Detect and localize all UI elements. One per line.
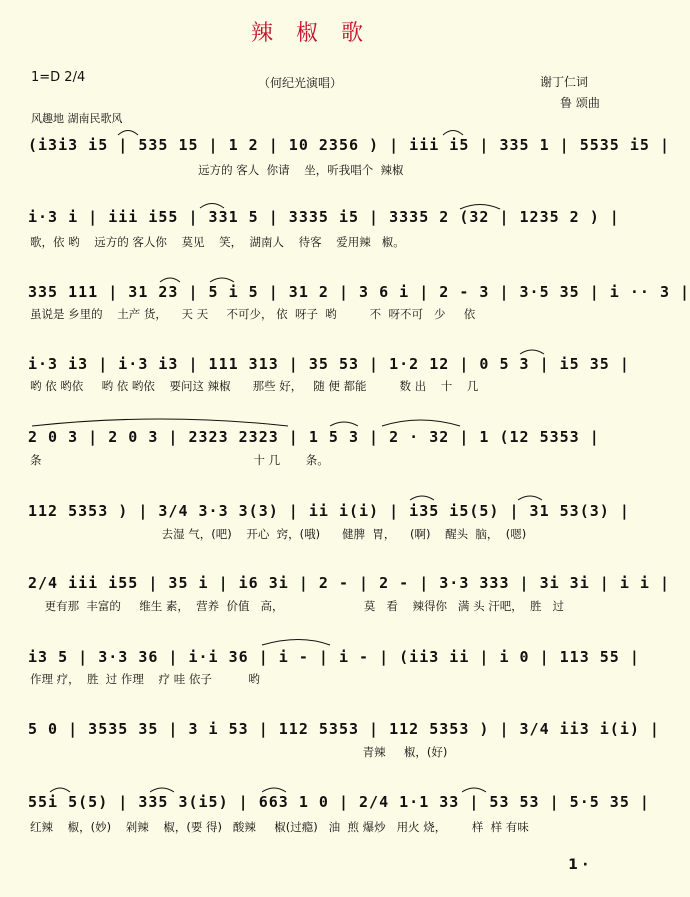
- composer-credit: 鲁 颂曲: [560, 96, 600, 110]
- slur: [118, 131, 138, 136]
- slur: [330, 422, 358, 426]
- notation-row-9: 5 0 | 3535 35 | 3 i 53 | 112 5353 | 112 5353 ) | 3/4 ii3 i(i) |: [28, 720, 660, 738]
- slur: [443, 131, 463, 136]
- lyrics-row-3: 虽说是 乡里的 土产 货， 天 天 不可少， 依 呀子 哟 不 呀不可 少 依: [30, 307, 476, 321]
- lyrics-row-6: 去湿 气，(吧) 开心 窍，(哦) 健脾 胃， (啊) 醒头 脑， (嗯): [30, 527, 527, 541]
- notation-row-3: 335 111 | 31 23 | 5 i 5 | 31 2 | 3 6 i | 2 - 3 | 3·5 35 | i ·· 3 |: [28, 283, 690, 301]
- notation-row-6: 112 5353 ) | 3/4 3·3 3(3) | ii i(i) | i35 i5(5) | 31 53(3) |: [28, 502, 630, 520]
- song-title: 辣 椒 歌: [251, 21, 371, 46]
- lyrics-row-10: 红辣 椒，(妙) 剁辣 椒，(要 得) 酸辣 椒(过瘾) 油 煎 爆炒 用火 烧， 样 样 有味: [30, 820, 529, 834]
- notation-row-10: 55i 5(5) | 335 3(i5) | 663 1 0 | 2/4 1·1 33 | 53 53 | 5·5 35 |: [28, 793, 650, 811]
- notation-row-8: i3 5 | 3·3 36 | i·i 36 | i - | i - | (ii3 ii | i 0 | 113 55 |: [28, 648, 640, 666]
- lyrics-row-5: 条 十 几 条。: [30, 453, 329, 467]
- slur: [410, 496, 434, 500]
- slur: [50, 788, 70, 792]
- notation-row-7: 2/4 iii i55 | 35 i | i6 3i | 2 - | 2 - | 3·3 333 | 3i 3i | i i |: [28, 574, 670, 592]
- lyrics-row-4: 哟 依 哟依 哟 依 哟依 要问这 辣椒 那些 好， 随 便 都能 数 出 十 几: [30, 379, 479, 393]
- tie: [262, 640, 330, 646]
- singer-credit: （何纪光演唱）: [258, 76, 343, 90]
- slur: [518, 496, 542, 500]
- slur: [462, 788, 486, 792]
- lyrics-row-2: 歌，依 哟 远方的 客人你 莫见 笑， 湖南人 待客 爱用辣 椒。: [30, 235, 405, 249]
- tie: [382, 420, 460, 426]
- page-number: 1 ·: [568, 857, 588, 873]
- slur: [150, 788, 174, 792]
- key-signature: 1=D 2/4: [31, 70, 86, 85]
- tie: [32, 419, 288, 426]
- lyrics-row-7: 更有那 丰富的 维生 素， 营养 价值 高， 莫 看 辣得你 满 头 汗吧， 胜 过: [30, 599, 565, 613]
- slur: [520, 350, 544, 354]
- lyrics-row-1: 远方的 客人 你请 坐，听我唱个 辣椒: [30, 163, 404, 177]
- notation-row-2: i·3 i | iii i55 | 331 5 | 3335 i5 | 3335 2 (32 | 1235 2 ) |: [28, 208, 620, 226]
- lyrics-row-8: 作理 疗， 胜 过 作理 疗 哇 依子 哟: [30, 672, 260, 686]
- lyrics-row-9: 青辣 椒，(好): [30, 745, 448, 759]
- notation-row-1: (i3i3 i5 | 535 15 | 1 2 | 10 2356 ) | iii i5 | 335 1 | 5535 i5 |: [28, 136, 670, 154]
- slur: [262, 788, 286, 792]
- notation-row-5: 2 0 3 | 2 0 3 | 2323 2323 | 1 5 3 | 2 · 32 | 1 (12 5353 |: [28, 428, 600, 446]
- notation-row-4: i·3 i3 | i·3 i3 | 111 313 | 35 53 | 1·2 12 | 0 5 3 | i5 35 |: [28, 355, 630, 373]
- slur: [210, 278, 234, 282]
- slur: [160, 278, 180, 282]
- lyricist-credit: 谢丁仁词: [540, 75, 589, 89]
- performance-direction: 风趣地 湖南民歌风: [31, 112, 123, 125]
